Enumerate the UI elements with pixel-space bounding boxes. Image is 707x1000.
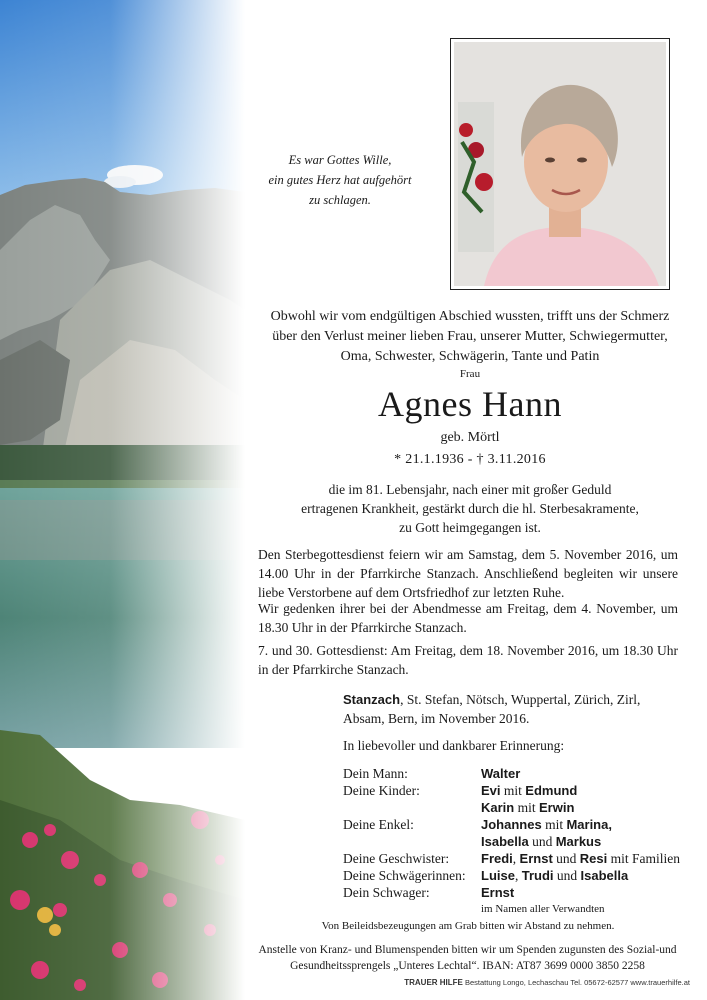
salutation: Frau xyxy=(459,368,481,380)
family-name: Trudi xyxy=(521,868,554,883)
memory-line: In liebevoller und dankbarer Erinnerung: xyxy=(343,738,565,753)
place-town: Stanzach xyxy=(343,692,401,707)
funeral-home-footer xyxy=(360,978,690,987)
condolence-note: Von Beileidsbezeugungen am Grab bitten wir Abstand zu nehmen. xyxy=(321,920,615,932)
family-role: Deine Schwägerinnen: xyxy=(343,868,466,883)
memorial-service-paragraph: 7. und 30. Gottesdienst: Am Freitag, dem 18. November 2016, um 18.30 Uhr in der Pfarrkirche Stanzach. xyxy=(258,643,678,677)
connector: mit xyxy=(541,817,567,832)
place-line2: Absam, Bern, im November 2016. xyxy=(343,711,530,726)
family-name: Marina, xyxy=(566,817,612,832)
intro-line: über den Verlust meiner lieben Frau, unserer Mutter, Schwiegermutter, xyxy=(272,329,668,344)
family-row xyxy=(343,884,683,901)
quote-line: Es war Gottes Wille, xyxy=(288,153,392,167)
life-dates xyxy=(250,452,690,468)
evening-mass-paragraph: Wir gedenken ihrer bei der Abendmesse am Freitag, dem 4. November, um 18.30 Uhr in der Pfarrkirche Stanzach. xyxy=(258,601,678,635)
connector: mit xyxy=(514,800,539,815)
place-date xyxy=(343,690,673,728)
footer-brand: TRAUER HILFE xyxy=(404,978,463,987)
footer-text: Bestattung Longo, Lechaschau Tel. 05672-62577 www.trauerhilfe.at xyxy=(462,978,690,987)
family-name: Edmund xyxy=(525,783,578,798)
intro-text xyxy=(250,307,690,367)
illness-text xyxy=(250,480,690,537)
connector: mit xyxy=(500,783,526,798)
family-name: Erwin xyxy=(539,800,575,815)
family-row xyxy=(343,765,683,782)
family-name: Johannes xyxy=(481,817,542,832)
family-name: Evi xyxy=(481,783,501,798)
donation-line: Gesundheitssprengels „Unteres Lechtal“. IBAN: AT87 3699 0000 3850 2258 xyxy=(290,960,645,972)
donation-line: Anstelle von Kranz- und Blumenspenden bitten wir um Spenden zugunsten des Sozial-und xyxy=(258,944,677,956)
family-row xyxy=(343,799,683,816)
family-row xyxy=(343,901,683,918)
family-row xyxy=(343,850,683,867)
illness-line: ertragenen Krankheit, gestärkt durch die hl. Sterbesakramente, xyxy=(301,501,639,516)
illness-line: die im 81. Lebensjahr, nach einer mit großer Geduld xyxy=(328,482,612,497)
life-dates-text: * 21.1.1936 - † 3.11.2016 xyxy=(394,452,546,467)
quote-line: zu schlagen. xyxy=(309,193,371,207)
connector: und xyxy=(552,851,580,866)
connector: und xyxy=(528,834,556,849)
family-name: Ernst xyxy=(481,885,515,900)
family-name: Markus xyxy=(555,834,602,849)
family-role: Deine Enkel: xyxy=(343,817,414,832)
portrait-photo xyxy=(450,38,670,290)
family-name: Resi xyxy=(579,851,608,866)
family-row xyxy=(343,833,683,850)
family-row xyxy=(343,816,683,833)
family-name: Fredi xyxy=(481,851,513,866)
connector: , xyxy=(514,868,522,883)
intro-line: Oma, Schwester, Schwägerin, Tante und Patin xyxy=(340,349,600,364)
family-list xyxy=(343,765,683,918)
family-name: Walter xyxy=(481,766,521,781)
family-row xyxy=(343,867,683,884)
connector: und xyxy=(553,868,581,883)
family-role: Dein Mann: xyxy=(343,766,408,781)
relatives-note: im Namen aller Verwandten xyxy=(481,903,605,915)
family-name: Ernst xyxy=(519,851,553,866)
family-role: Dein Schwager: xyxy=(343,885,430,900)
landscape-image xyxy=(0,0,245,1000)
family-name: Karin xyxy=(481,800,515,815)
quote-line: ein gutes Herz hat aufgehört xyxy=(268,173,412,187)
quote xyxy=(250,150,430,210)
place-rest: , St. Stefan, Nötsch, Wuppertal, Zürich, Zirl, xyxy=(400,692,641,707)
family-role: Deine Kinder: xyxy=(343,783,420,798)
family-row xyxy=(343,782,683,799)
family-role: Deine Geschwister: xyxy=(343,851,450,866)
donation-note xyxy=(255,942,680,974)
connector: , xyxy=(512,851,520,866)
maiden-name: geb. Mörtl xyxy=(440,430,500,445)
intro-line: Obwohl wir vom endgültigen Abschied wussten, trifft uns der Schmerz xyxy=(270,309,670,324)
deceased-name: Agnes Hann xyxy=(378,384,562,424)
family-name: Isabella xyxy=(481,834,529,849)
connector: mit Familien xyxy=(607,851,680,866)
family-name: Isabella xyxy=(580,868,629,883)
family-name: Luise xyxy=(481,868,515,883)
funeral-service-paragraph: Den Sterbegottesdienst feiern wir am Samstag, dem 5. November 2016, um 14.00 Uhr in der Pfarrkirche Stanzach. Anschließend begleiten wir unsere liebe Verstorbene auf dem Ortsfriedhof zur letzten Ruhe. xyxy=(258,547,678,600)
illness-line: zu Gott heimgegangen ist. xyxy=(399,520,541,535)
